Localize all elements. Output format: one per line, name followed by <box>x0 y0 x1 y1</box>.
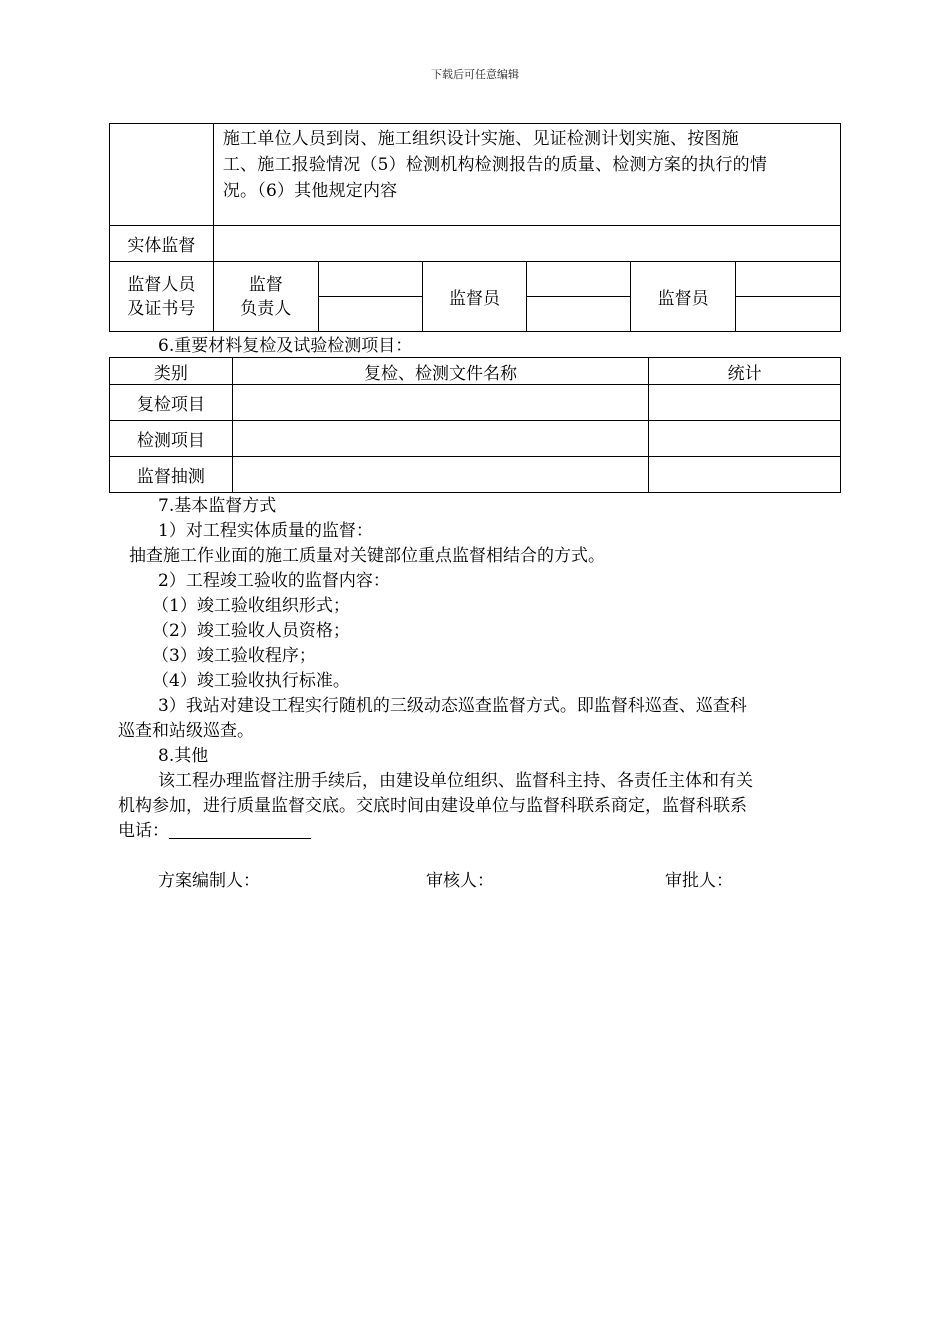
inspector-label-a: 监督员 <box>422 262 527 332</box>
section-7-sub-1: （1）竣工验收组织形式； <box>152 596 350 616</box>
lead-value-1 <box>318 262 422 297</box>
phone-blank-field <box>169 821 311 839</box>
staff-label: 监督人员 及证书号 <box>110 262 214 332</box>
table-cell <box>232 385 648 421</box>
section-7-item-3-line-2: 巡查和站级巡查。 <box>118 721 254 741</box>
signature-approver: 审批人： <box>665 871 733 891</box>
inspector-b-value-2 <box>736 297 841 332</box>
supervision-content-cell <box>213 124 840 226</box>
section-7-item-3-line-1: 3）我站对建设工程实行随机的三级动态巡查监督方式。即监督科巡查、巡查科 <box>158 696 747 716</box>
section-7-item-1: 1）对工程实体质量的监督： <box>158 521 373 541</box>
supervision-table <box>109 123 841 332</box>
content-line-1: 施工单位人员到岗、施工组织设计实施、见证检测计划实施、按图施 <box>222 129 739 149</box>
inspector-b-value-1 <box>736 262 841 297</box>
row-label-testing: 检测项目 <box>110 421 233 457</box>
material-test-table <box>109 357 841 493</box>
section-8-title: 8.其他 <box>158 746 209 766</box>
lead-label: 监督 负责人 <box>213 262 318 332</box>
inspector-label-b: 监督员 <box>631 262 736 332</box>
signature-reviewer: 审核人： <box>426 871 494 891</box>
table-cell <box>649 457 841 493</box>
table-cell <box>232 457 648 493</box>
header-document-name: 复检、检测文件名称 <box>232 358 648 385</box>
section-8-line-1: 该工程办理监督注册手续后，由建设单位组织、监督科主持、各责任主体和有关 <box>158 771 753 791</box>
section-8-line-2: 机构参加，进行质量监督交底。交底时间由建设单位与监督科联系商定，监督科联系 <box>118 796 747 816</box>
header-category: 类别 <box>110 358 233 385</box>
table-cell <box>232 421 648 457</box>
entity-supervision-label: 实体监督 <box>110 226 214 262</box>
section-6-title: 6.重要材料复检及试验检测项目： <box>158 336 413 356</box>
page-header: 下载后可任意编辑 <box>431 68 519 81</box>
section-7-title: 7.基本监督方式 <box>158 496 277 516</box>
table-cell <box>649 421 841 457</box>
row-label-recheck: 复检项目 <box>110 385 233 421</box>
row-label-spot-check: 监督抽测 <box>110 457 233 493</box>
section-7-sub-2: （2）竣工验收人员资格； <box>152 621 350 641</box>
inspector-a-value-1 <box>527 262 631 297</box>
content-line-3: 况。（6）其他规定内容 <box>222 181 398 201</box>
entity-supervision-value <box>213 226 840 262</box>
inspector-a-value-2 <box>527 297 631 332</box>
table-cell <box>649 385 841 421</box>
lead-value-2 <box>318 297 422 332</box>
signature-author: 方案编制人： <box>158 871 260 891</box>
header-statistics: 统计 <box>649 358 841 385</box>
empty-label-cell <box>110 124 214 226</box>
section-7-item-2: 2）工程竣工验收的监督内容： <box>158 571 390 591</box>
section-8-line-3 <box>118 819 311 843</box>
section-7-item-1-text: 抽查施工作业面的施工质量对关键部位重点监督相结合的方式。 <box>129 546 605 566</box>
content-line-2: 工、施工报验情况（5）检测机构检测报告的质量、检测方案的执行的情 <box>222 155 768 175</box>
section-7-sub-4: （4）竣工验收执行标准。 <box>152 671 350 691</box>
phone-label: 电话： <box>118 821 169 841</box>
section-7-sub-3: （3）竣工验收程序； <box>152 646 316 666</box>
